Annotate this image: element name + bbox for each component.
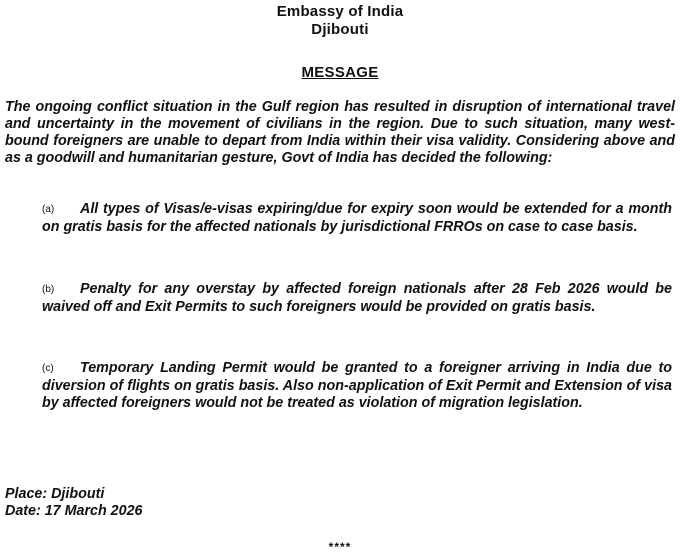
list-marker-c: (c) [42, 363, 54, 374]
list-marker-a: (a) [42, 204, 55, 215]
list-item-b-text: Penalty for any overstay by affected foreign nationals after 28 Feb 2026 would be waived off and Exit Permits to such foreigners would be provided on gratis basis. [42, 281, 672, 315]
embassy-name: Embassy of India [276, 3, 404, 20]
list-item-b [42, 281, 672, 316]
list-item-c [42, 360, 672, 413]
date-line: Date: 17 March 2026 [5, 503, 143, 519]
list-item-a-text: All types of Visas/e-visas expiring/due for expiry soon would be extended for a month on gratis basis for the affected nationals by jurisdictional FRROs on case to case basis. [42, 201, 672, 235]
letterhead [0, 3, 680, 39]
place-line: Place: Djibouti [5, 486, 105, 502]
list-item-c-text: Temporary Landing Permit would be granted to a foreigner arriving in India due to diversion of flights on gratis basis. Also non-application of Exit Permit and Extension of visa by affected foreigners would not be treated as violation of migration legislation. [42, 360, 672, 411]
message-title: MESSAGE [301, 64, 379, 81]
intro-paragraph: The ongoing conflict situation in the Gulf region has resulted in disruption of international travel and uncertainty in the movement of civilians in the region. Due to such situation, many west-bound foreigners are unable to depart from India within their visa validity. Considering above and as a goodwill and humanitarian gesture, Govt of India has decided the following: [5, 99, 675, 166]
list-item-a [42, 201, 672, 236]
list-marker-b: (b) [42, 284, 55, 295]
embassy-location: Djibouti [311, 21, 369, 38]
end-mark: **** [328, 540, 352, 554]
